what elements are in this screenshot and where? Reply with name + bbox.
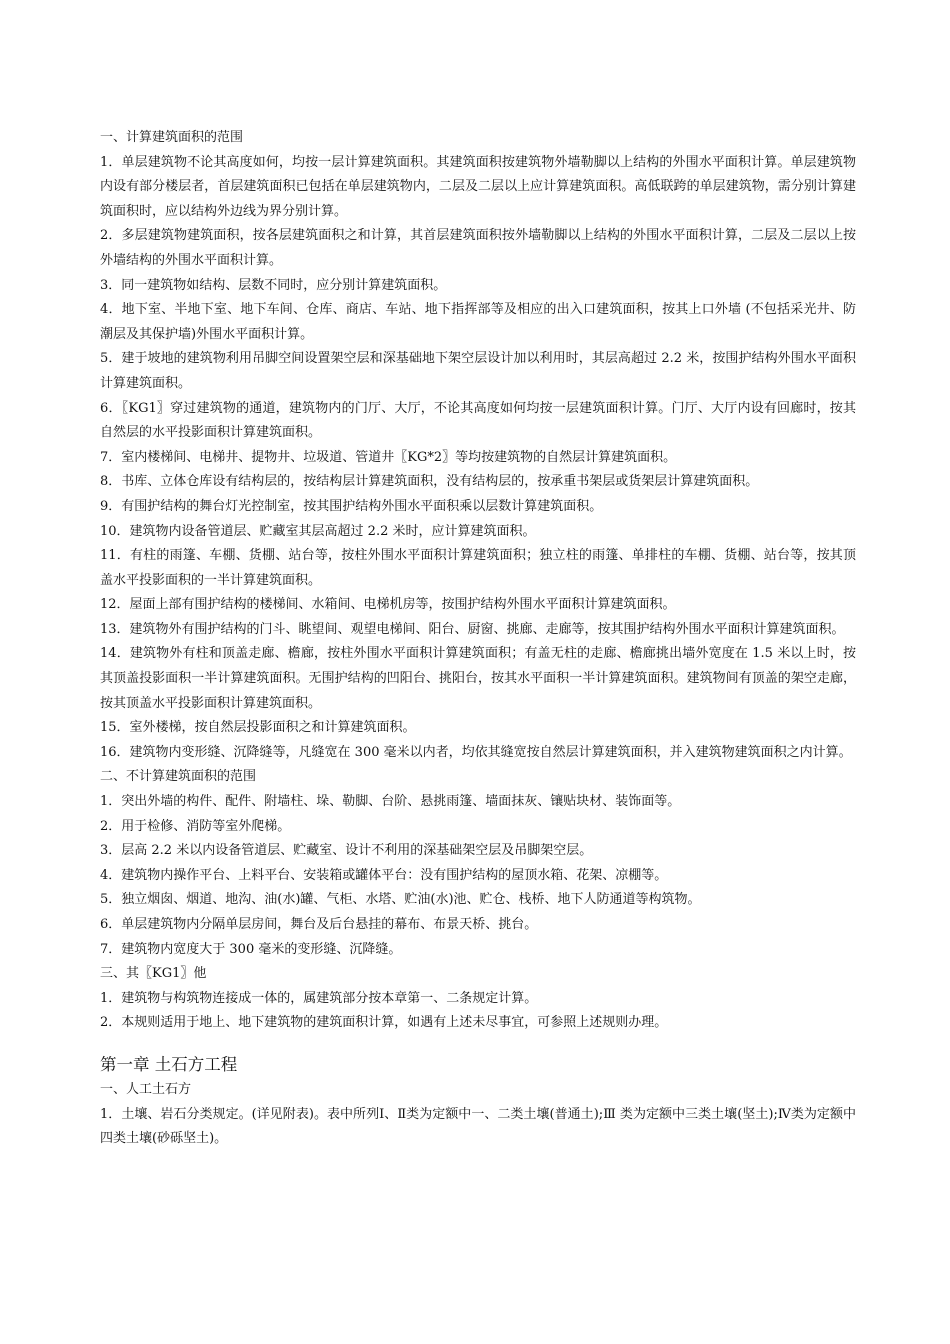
paragraph: 4．地下室、半地下室、地下车间、仓库、商店、车站、地下指挥部等及相应的出入口建筑面积，按其上口外墙 (不包括采光井、防潮层及其保护墙)外围水平面积计算。 bbox=[100, 302, 856, 342]
paragraph: 6．单层建筑物内分隔单层房间，舞台及后台悬挂的幕布、布景天桥、挑台。 bbox=[100, 917, 538, 932]
paragraph: 14．建筑物外有柱和顶盖走廊、檐廊，按柱外围水平面积计算建筑面积；有盖无柱的走廊、檐廊挑出墙外宽度在 1.5 米以上时，按其顶盖投影面积一半计算建筑面积。无围护结构的凹阳台、挑阳台，按其水平面积一半计算建筑面积。建筑物间有顶盖的架空走廊，按其顶盖水平投影面积计算建筑面积。 bbox=[100, 646, 856, 711]
paragraph: 10．建筑物内设备管道层、贮藏室其层高超过 2.2 米时，应计算建筑面积。 bbox=[100, 523, 536, 539]
paragraph: 6．〖KG1〗穿过建筑物的通道，建筑物内的门厅、大厅，不论其高度如何均按一层建筑面积计算。门厅、大厅内设有回廊时，按其自然层的水平投影面积计算建筑面积。 bbox=[100, 400, 856, 441]
paragraph: 16．建筑物内变形缝、沉降缝等，凡缝宽在 300 毫米以内者，均依其缝宽按自然层计算建筑面积，并入建筑物建筑面积之内计算。 bbox=[100, 744, 852, 760]
paragraph: 2．多层建筑物建筑面积，按各层建筑面积之和计算，其首层建筑面积按外墙勒脚以上结构的外围水平面积计算，二层及二层以上按外墙结构的外围水平面积计算。 bbox=[100, 228, 856, 268]
paragraph: 13．建筑物外有围护结构的门斗、眺望间、观望电梯间、阳台、厨窗、挑廊、走廊等，按其围护结构外围水平面积计算建筑面积。 bbox=[100, 621, 845, 637]
paragraph: 5．建于坡地的建筑物利用吊脚空间设置架空层和深基础地下架空层设计加以利用时，其层高超过 2.2 米，按围护结构外围水平面积计算建筑面积。 bbox=[100, 351, 856, 391]
paragraph: 2．本规则适用于地上、地下建筑物的建筑面积计算，如遇有上述未尽事宜，可参照上述规则办理。 bbox=[100, 1015, 668, 1031]
chapter-title: 第一章 土石方工程 bbox=[100, 1054, 238, 1074]
paragraph: 3．同一建筑物如结构、层数不同时，应分别计算建筑面积。 bbox=[100, 277, 447, 293]
paragraph: 12．屋面上部有围护结构的楼梯间、水箱间、电梯机房等，按围护结构外围水平面积计算建筑面积。 bbox=[100, 597, 676, 613]
paragraph: 15．室外楼梯，按自然层投影面积之和计算建筑面积。 bbox=[100, 720, 416, 736]
paragraph: 11．有柱的雨篷、车棚、货棚、站台等，按柱外围水平面积计算建筑面积；独立柱的雨篷、单排柱的车棚、货棚、站台等，按其顶盖水平投影面积的一半计算建筑面积。 bbox=[100, 548, 856, 588]
paragraph: 2．用于检修、消防等室外爬梯。 bbox=[100, 818, 291, 834]
section-heading: 二、不计算建筑面积的范围 bbox=[100, 769, 257, 785]
paragraph: 9．有围护结构的舞台灯光控制室，按其围护结构外围水平面积乘以层数计算建筑面积。 bbox=[100, 498, 603, 514]
paragraph: 4．建筑物内操作平台、上料平台、安装箱或罐体平台：没有围护结构的屋顶水箱、花架、凉棚等。 bbox=[100, 867, 668, 883]
paragraph: 7．室内楼梯间、电梯井、提物井、垃圾道、管道井〖KG*2〗等均按建筑物的自然层计算建筑面积。 bbox=[100, 449, 677, 465]
paragraph: 7．建筑物内宽度大于 300 毫米的变形缝、沉降缝。 bbox=[100, 941, 402, 957]
section-heading: 三、其〖KG1〗他 bbox=[100, 966, 207, 982]
section-heading: 一、人工土石方 bbox=[100, 1081, 192, 1097]
paragraph: 1．突出外墙的构件、配件、附墙柱、垛、勒脚、台阶、悬挑雨篷、墙面抹灰、镶贴块材、装饰面等。 bbox=[100, 794, 681, 810]
paragraph: 1．建筑物与构筑物连接成一体的，属建筑部分按本章第一、二条规定计算。 bbox=[100, 990, 538, 1006]
paragraph: 1．单层建筑物不论其高度如何，均按一层计算建筑面积。其建筑面积按建筑物外墙勒脚以上结构的外围水平面积计算。单层建筑物内设有部分楼层者，首层建筑面积已包括在单层建筑物内，二层及二层以上应计算建筑面积。高低联跨的单层建筑物，需分别计算建筑面积时，应以结构外边线为界分别计算。 bbox=[100, 154, 856, 219]
paragraph: 5．独立烟囱、烟道、地沟、油(水)罐、气柜、水塔、贮油(水)池、贮仓、栈桥、地下人防通道等构筑物。 bbox=[100, 892, 701, 908]
paragraph: 8．书库、立体仓库设有结构层的，按结构层计算建筑面积，没有结构层的，按承重书架层或货架层计算建筑面积。 bbox=[100, 474, 759, 490]
section-heading: 一、计算建筑面积的范围 bbox=[100, 130, 244, 145]
document-page bbox=[100, 126, 856, 1152]
paragraph: 1．土壤、岩石分类规定。(详见附表)。表中所列Ⅰ、Ⅱ类为定额中一、二类土壤(普通土);Ⅲ 类为定额中三类土壤(坚土);Ⅳ类为定额中四类土壤(砂砾坚土)。 bbox=[100, 1106, 856, 1147]
paragraph: 3．层高 2.2 米以内设备管道层、贮藏室、设计不利用的深基础架空层及吊脚架空层。 bbox=[100, 843, 593, 859]
